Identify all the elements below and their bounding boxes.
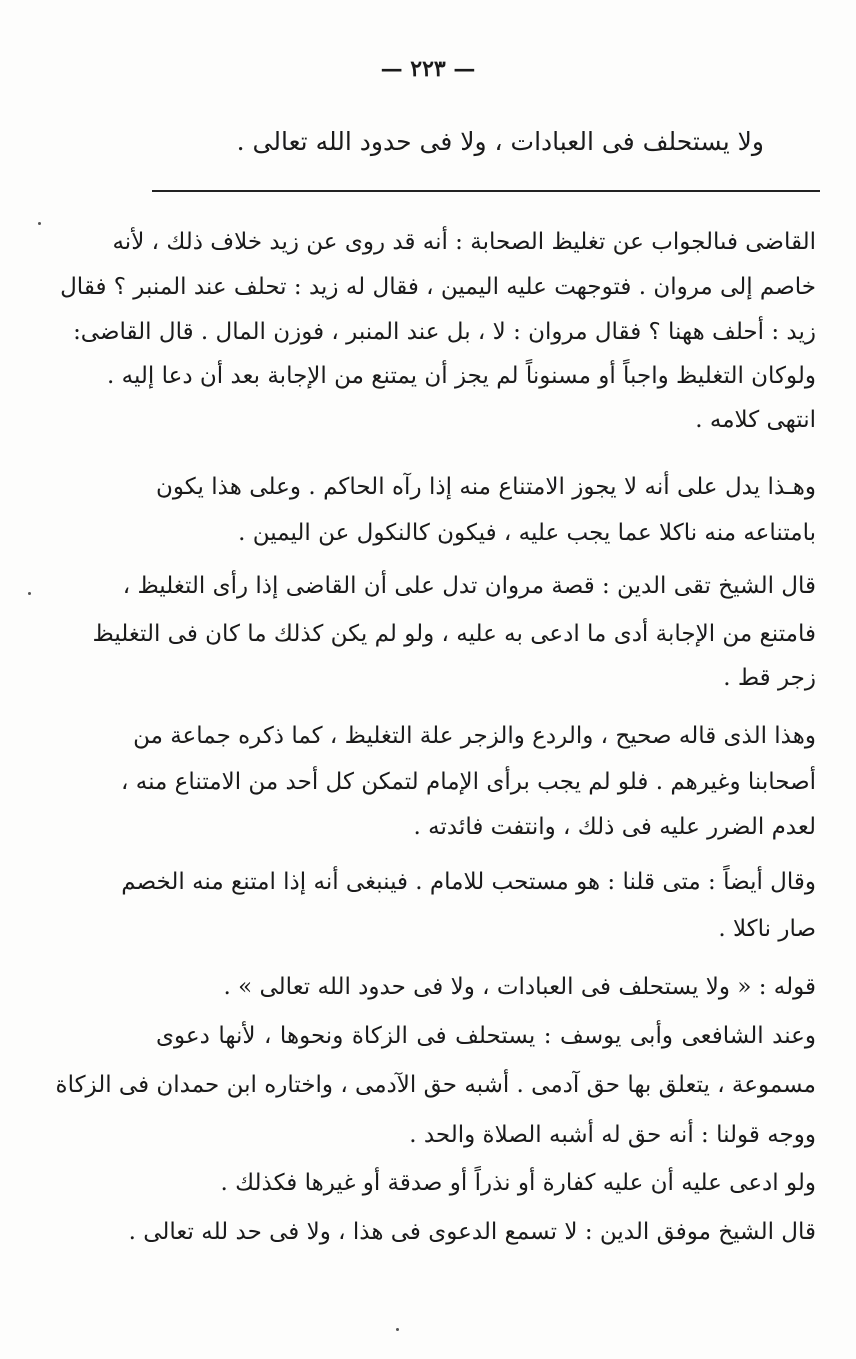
text-line: وهذا الذى قاله صحيح ، والردع والزجر علة التغليظ ، كما ذكره جماعة من [133,723,816,749]
text-line: بامتناعه منه ناكلا عما يجب عليه ، فيكون كالنكول عن اليمين . [238,520,816,546]
text-line: وقال أيضاً : متى قلنا : هو مستحب للامام . فينبغى أنه إذا امتنع منه الخصم [121,869,816,895]
text-line: زيد : أحلف ههنا ؟ فقال مروان : لا ، بل عند المنبر ، فوزن المال . قال القاضى: [73,319,816,345]
text-line: وعند الشافعى وأبى يوسف : يستحلف فى الزكاة ونحوها ، لأنها دعوى [156,1023,816,1049]
text-line: أصحابنا وغيرهم . فلو لم يجب برأى الإمام لتمكن كل أحد من الامتناع منه ، [121,769,816,795]
horizontal-separator [152,190,820,192]
text-line: لعدم الضرر عليه فى ذلك ، وانتفت فائدته . [413,814,816,840]
text-line: فامتنع من الإجابة أدى ما ادعى به عليه ، ولو لم يكن كذلك ما كان فى التغليظ [92,621,816,647]
section-heading-text: ولا يستحلف فى العبادات ، ولا فى حدود الله تعالى . [236,127,764,156]
scan-speck [28,592,31,595]
text-line: ووجه قولنا : أنه حق له أشبه الصلاة والحد . [409,1122,816,1148]
text-line: انتهى كلامه . [695,407,816,433]
text-line: قوله : « ولا يستحلف فى العبادات ، ولا فى حدود الله تعالى » . [223,974,816,1000]
text-line: قال الشيخ تقى الدين : قصة مروان تدل على أن القاضى إذا رأى التغليظ ، [122,573,816,599]
text-line: ولو ادعى عليه أن عليه كفارة أو نذراً أو صدقة أو غيرها فكذلك . [220,1170,816,1196]
text-line: ولوكان التغليظ واجباً أو مسنوناً لم يجز أن يمتنع من الإجابة بعد أن دعا إليه . [106,363,816,389]
text-line: القاضى فىالجواب عن تغليظ الصحابة : أنه قد روى عن زيد خلاف ذلك ، لأنه [112,229,816,255]
page-number: — ٢٢٣ — [380,56,476,82]
text-line: مسموعة ، يتعلق بها حق آدمى . أشبه حق الآدمى ، واختاره ابن حمدان فى الزكاة [55,1072,816,1098]
scan-speck [38,222,41,225]
text-line: زجر قط . [723,665,816,691]
text-line: خاصم إلى مروان . فتوجهت عليه اليمين ، فقال له زيد : تحلف عند المنبر ؟ فقال [60,274,816,300]
scan-speck [396,1328,399,1331]
text-line: صار ناكلا . [718,916,816,942]
text-line: وهـذا يدل على أنه لا يجوز الامتناع منه إذا رآه الحاكم . وعلى هذا يكون [156,474,816,500]
text-line: قال الشيخ موفق الدين : لا تسمع الدعوى فى هذا ، ولا فى حد لله تعالى . [128,1219,816,1245]
